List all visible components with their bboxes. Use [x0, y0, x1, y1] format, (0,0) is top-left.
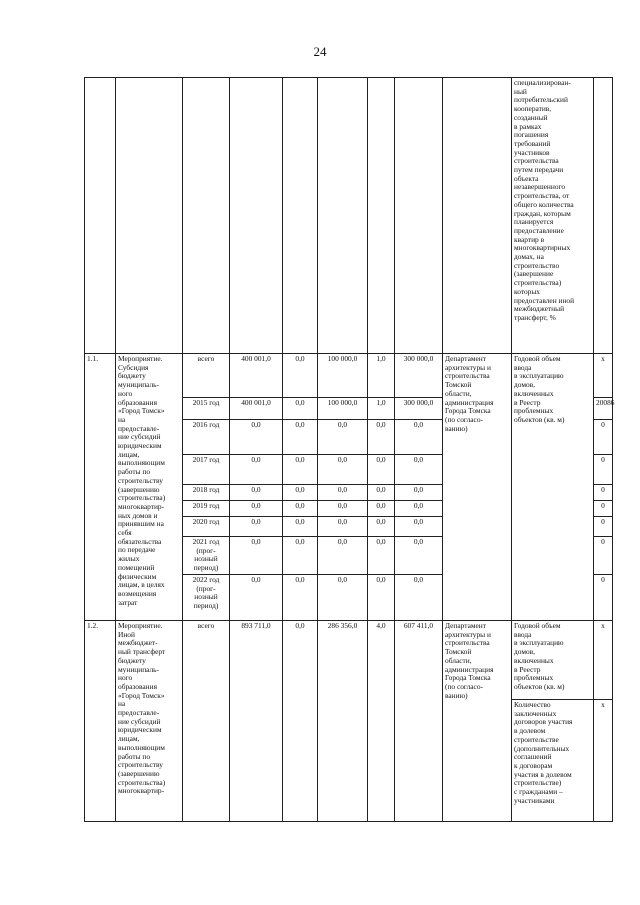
total-cell: 0,0 [230, 485, 283, 501]
indicator-value: x [594, 621, 613, 700]
indicator-value: 0 [594, 420, 613, 455]
extrabudget-cell: 0,0 [395, 455, 443, 485]
cell-name [116, 78, 183, 354]
total-cell: 400 001,0 [230, 354, 283, 398]
extrabudget-cell: 0,0 [395, 420, 443, 455]
cell-loc [368, 78, 395, 354]
year-cell: 2022 год (прог- нозный период) [183, 575, 230, 621]
indicator-value: 0 [594, 537, 613, 575]
indicator-cell: Годовой объем ввода в эксплуатацию домов, включенных в Реестр проблемных объектов (кв. м) [512, 354, 594, 621]
year-cell: 2021 год (прог- нозный период) [183, 537, 230, 575]
federal-cell: 0,0 [283, 455, 318, 485]
indicator-value: 0 [594, 485, 613, 501]
regional-cell: 0,0 [318, 537, 368, 575]
cell-executor [443, 78, 512, 354]
local-cell: 0,0 [368, 537, 395, 575]
year-cell: 2018 год [183, 485, 230, 501]
total-cell: 0,0 [230, 420, 283, 455]
year-cell: 2016 год [183, 420, 230, 455]
indicator-value: x [594, 700, 613, 822]
regional-cell: 100 000,0 [318, 354, 368, 398]
local-cell: 1,0 [368, 398, 395, 420]
federal-cell: 0,0 [283, 354, 318, 398]
local-cell: 1,0 [368, 354, 395, 398]
cell-reg [318, 78, 368, 354]
total-cell: 0,0 [230, 575, 283, 621]
local-cell: 4,0 [368, 621, 395, 822]
executor-cell: Департамент архитектуры и строительства Томской области, администрация Города Томска (по согласо- ванию) [443, 621, 512, 822]
indicator-value: 0 [594, 575, 613, 621]
measure-name: Мероприятие. Субсидия бюджету муниципаль- ного образования «Город Томск» на предоставле- ние субсидий юридическим лицам, выполняющим работы по строительству (завершению строительства) многоквартир- ных домов и принявшим на себя обязательства по передаче жилых помещений физическим лицам, в целях возмещения затрат [116, 354, 183, 621]
cell-year [183, 78, 230, 354]
federal-cell: 0,0 [283, 501, 318, 517]
cell-indicator: специализирован- ный потребительский кооператив, созданный в рамках погашения требований участников строительства путем передачи объекта незавершенного строительства, от общего количества граждан, которым планируется предоставление квартир в многоквартирных домах, на строительство (завершение строительства) которых предоставлен иной межбюджетный трансферт, % [512, 78, 594, 354]
indicator-value: 0 [594, 501, 613, 517]
local-cell: 0,0 [368, 517, 395, 537]
indicator-cell: Годовой объем ввода в эксплуатацию домов, включенных в Реестр проблемных объектов (кв. м) [512, 621, 594, 700]
cell-total [230, 78, 283, 354]
local-cell: 0,0 [368, 501, 395, 517]
year-cell: 2017 год [183, 455, 230, 485]
extrabudget-cell: 0,0 [395, 501, 443, 517]
federal-cell: 0,0 [283, 621, 318, 822]
extrabudget-cell: 300 000,0 [395, 398, 443, 420]
federal-cell: 0,0 [283, 575, 318, 621]
regional-cell: 0,0 [318, 501, 368, 517]
regional-cell: 0,0 [318, 485, 368, 501]
total-cell: 0,0 [230, 537, 283, 575]
extrabudget-cell: 300 000,0 [395, 354, 443, 398]
measure-name: Мероприятие. Иной межбюджет- ный трансферт бюджету муниципаль- ного образования «Город Томск» на предоставле- ние субсидий юридическим лицам, выполняющим работы по строительству (завершению строительства) многоквартир- [116, 621, 183, 822]
regional-cell: 286 356,0 [318, 621, 368, 822]
federal-cell: 0,0 [283, 485, 318, 501]
local-cell: 0,0 [368, 455, 395, 485]
total-cell: 0,0 [230, 455, 283, 485]
regional-cell: 0,0 [318, 455, 368, 485]
cell-extra [395, 78, 443, 354]
extrabudget-cell: 0,0 [395, 485, 443, 501]
total-cell: 893 711,0 [230, 621, 283, 822]
total-cell: 400 001,0 [230, 398, 283, 420]
extrabudget-cell: 0,0 [395, 575, 443, 621]
page-number: 24 [313, 44, 327, 59]
row-number: 1.1. [85, 354, 116, 621]
total-cell: 0,0 [230, 517, 283, 537]
indicator-value: 20086 [594, 398, 613, 420]
cell-num [85, 78, 116, 354]
year-cell: 2020 год [183, 517, 230, 537]
regional-cell: 0,0 [318, 420, 368, 455]
row-number: 1.2. [85, 621, 116, 822]
cell-fed [283, 78, 318, 354]
year-cell: всего [183, 621, 230, 822]
indicator-value: 0 [594, 455, 613, 485]
table-row [85, 354, 613, 398]
year-cell: 2019 год [183, 501, 230, 517]
extrabudget-cell: 0,0 [395, 517, 443, 537]
program-table [84, 77, 613, 822]
year-cell: 2015 год [183, 398, 230, 420]
federal-cell: 0,0 [283, 537, 318, 575]
indicator-value: 0 [594, 517, 613, 537]
local-cell: 0,0 [368, 420, 395, 455]
year-cell: всего [183, 354, 230, 398]
table-row [85, 621, 613, 700]
regional-cell: 0,0 [318, 517, 368, 537]
federal-cell: 0,0 [283, 420, 318, 455]
extrabudget-cell: 0,0 [395, 537, 443, 575]
extrabudget-cell: 607 411,0 [395, 621, 443, 822]
regional-cell: 0,0 [318, 575, 368, 621]
federal-cell: 0,0 [283, 517, 318, 537]
indicator-cell: Количество заключенных договоров участия в долевом строительстве (дополнительных соглашений к договорам участия в долевом строительстве) с гражданами – участниками [512, 700, 594, 822]
federal-cell: 0,0 [283, 398, 318, 420]
cell-value [594, 78, 613, 354]
indicator-value: x [594, 354, 613, 398]
total-cell: 0,0 [230, 501, 283, 517]
continuation-row [85, 78, 613, 354]
regional-cell: 100 000,0 [318, 398, 368, 420]
local-cell: 0,0 [368, 575, 395, 621]
executor-cell: Департамент архитектуры и строительства Томской области, администрация Города Томска (по согласо- ванию) [443, 354, 512, 621]
local-cell: 0,0 [368, 485, 395, 501]
